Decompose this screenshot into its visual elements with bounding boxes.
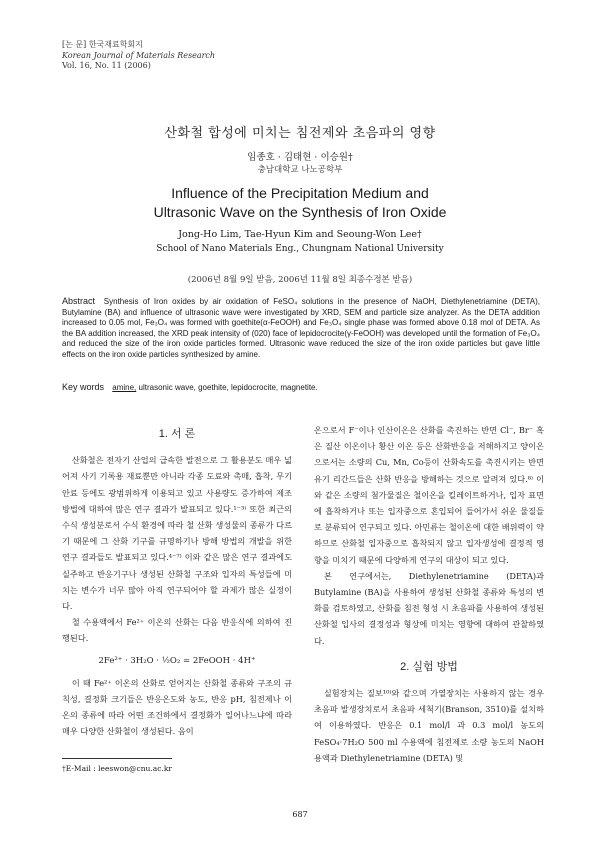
right-column bbox=[314, 422, 544, 766]
paragraph: 온으로서 F⁻이나 인산이온은 산화를 촉진하는 반면 Cl⁻, Br⁻ 혹은 질산 이온이나 황산 이온 등은 산화반응을 저해하지고 양이온으로서는 소량의 Cu, Mn, Co등이 산화속도를 촉진시키는 반면 유기 리간드들은 산화 반응을 방해하는 것으로 알려져 있다.⁸⁾ 이와 같은 소량의 첨가물질은 철이온을 킬레이트하거나, 입자 표면에 흡착하거나 또는 입자중으로 혼입되어 들어가서 쉬운 물질들로 분류되어 연구되고 있다. 아민류는 철이온에 대한 배위력이 약하므로 산화철 입자중으로 흡착되지 않고 입자생성에 결정적 영향을 미치기 때문에 다양하게 연구의 대상이 되고 있다. bbox=[314, 425, 544, 565]
title-english-line1: Influence of the Precipitation Medium and bbox=[171, 185, 429, 201]
left-column bbox=[62, 422, 292, 740]
keyword-first: amine, bbox=[112, 383, 137, 392]
paragraph: 산화철은 전자기 산업의 급속한 발전으로 그 활용분도 매우 넓어져 사기 기록용 재료뿐만 아니라 각종 도료와 촉매, 흡착, 무기안료 등에도 광범위하게 이용되고 있고 사용량도 증가하여 제조방법에 대하여 많은 연구 결과가 발표되고 있다.¹⁻³⁾ 또한 최근의 수식 생성분로서 수식 환경에 따라 철 산화 생성물의 종류가 다르기 때문에 그 산화 기구를 규명하기나 방해 방법의 개발을 위한 연구 결과들도 발표되고 있다.⁴⁻⁷⁾ 이와 같은 많은 연구 결과에도 실주하고 반응기구나 생성된 산화철 구조와 입자의 특성들에 미치는 변수가 너무 많아 아직 연구되어야 할 과제가 많은 실정이다. bbox=[62, 455, 292, 612]
title-english-line2: Ultrasonic Wave on the Synthesis of Iron Oxide bbox=[153, 204, 447, 220]
section-methods-heading: 2. 실험 방법 bbox=[400, 660, 458, 673]
authors-korean: 임종호 · 김태현 · 이승원† bbox=[247, 152, 353, 163]
keywords-rest: ultrasonic wave, goethite, lepidocrocite, magnetite. bbox=[136, 383, 318, 392]
affiliation-korean: 충남대학교 나노공학부 bbox=[257, 165, 343, 175]
paragraph: 이 때 Fe²⁺ 이온의 산화로 얻어지는 산화철 종류와 구조의 규칙성, 결정화 크기들은 반응온도와 농도, 반응 pH, 침전제나 이온의 종류에 따라 어떤 조건하에서 결정화가 일어나느냐에 따라 매우 다양한 산화철이 생성된다. 음이 bbox=[62, 677, 292, 737]
keywords-label: Key words bbox=[62, 382, 105, 392]
abstract-text: Synthesis of Iron oxides by air oxidation of FeSO₄ solutions in the presence of NaOH, Diethylenetriamine (DETA), Butylamine (BA) and influence of ultrasonic wave were investigated by XRD, SEM and particle size analyzer. As the DETA addition increased to 0.05 mol, Fe₃O₄ was formed with goethite(α-FeOOH) and Fe₃O₄ single phase was formed above 0.18 mol of DETA. As the BA addition increased, the XRD peak intensity of (020) face of lepidocrocite(γ-FeOOH) was developed until the formation of Fe₃O₄ and reduced the size of the iron oxide particles formed. Ultrasonic wave reduced the size of the iron oxide particles but gave little effects on the iron oxide particles synthesized by amine. bbox=[62, 297, 540, 359]
title-english bbox=[0, 184, 600, 222]
affiliation-english: School of Nano Materials Eng., Chungnam National University bbox=[156, 244, 444, 254]
journal-line-kr: [논 문] 한국재료학회지 bbox=[62, 40, 143, 49]
abstract-label: Abstract bbox=[62, 296, 96, 306]
received-dates: (2006년 8월 9일 받음, 2006년 11월 8일 최종수정본 받음) bbox=[187, 275, 413, 285]
paragraph: 본 연구에서는, Diethylenetriamine (DETA)과 Butylamine (BA)을 사용하여 생성된 산화철 종류와 특성의 변화를 검토하였고, 산화를 침전 형성 시 초음파를 사용하여 생성된 산화철 입사의 결정성과 형상에 미치는 영향에 대하여 관찰하였다. bbox=[314, 570, 544, 646]
authors-english: Jong-Ho Lim, Tae-Hyun Kim and Seoung-Won Lee† bbox=[178, 229, 422, 240]
paragraph: 실험장치는 질보¹⁰⁾와 같으며 가열장치는 사용하지 않는 경우 초음파 발생장치로서 초음파 세척기(Branson, 3510)를 설치하여 이용하였다. 반응은 0.1 mol/l 과 0.3 mol/l 농도의 FeSO₄·7H₂O 500 ml 수용액에 침전제로 소량 농도의 NaOH 용액과 Diethylenetriamine (DETA) 및 bbox=[314, 688, 544, 763]
footnote-rule bbox=[62, 758, 172, 759]
keywords bbox=[62, 382, 540, 392]
page-number: 687 bbox=[292, 810, 308, 819]
journal-header bbox=[62, 40, 215, 72]
footnote-email: †E-Mail : leeswon@cnu.ac.kr bbox=[62, 764, 172, 773]
abstract bbox=[62, 296, 540, 360]
journal-line-en: Korean Journal of Materials Research bbox=[62, 50, 216, 60]
journal-volume: Vol. 16, No. 11 (2006) bbox=[62, 61, 151, 70]
equation: 2Fe²⁺ · 3H₂O · ½O₂ = 2FeOOH · 4H⁺ bbox=[98, 655, 256, 666]
paragraph: 철 수용액에서 Fe²⁺ 이온의 산화는 다음 반응식에 의하여 진행된다. bbox=[62, 617, 292, 644]
title-korean: 산화철 합성에 미치는 침전제와 초음파의 영향 bbox=[164, 126, 436, 141]
section-introduction-heading: 1. 서 론 bbox=[158, 428, 196, 440]
